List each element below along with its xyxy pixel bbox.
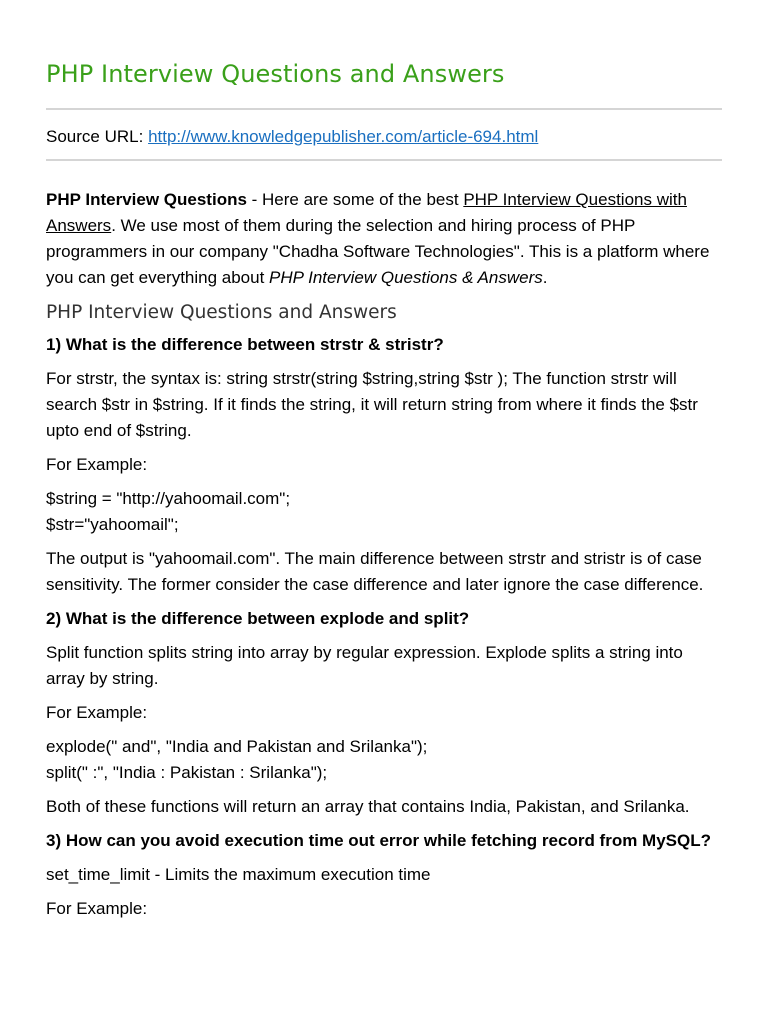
code-line: explode(" and", "India and Pakistan and Srilanka"); (46, 737, 428, 756)
source-url-link[interactable]: http://www.knowledgepublisher.com/article-694.html (148, 127, 539, 146)
answer-1: For strstr, the syntax is: string strstr(string $string,string $str ); The function strstr will search $str in $string. If it finds the string, it will return string from where it finds the $str upto end of $string. (46, 369, 698, 440)
title-divider (46, 108, 722, 110)
intro-link[interactable]: PHP Interview Questions with Answers (46, 190, 687, 235)
example-label-3: For Example: (46, 899, 148, 918)
intro-bold: PHP Interview Questions (46, 190, 247, 209)
intro-paragraph (46, 187, 726, 291)
example-label-1: For Example: (46, 455, 148, 474)
intro-text-1: - Here are some of the best (246, 190, 464, 209)
code-line: $string = "http://yahoomail.com"; (46, 489, 291, 508)
question-3: 3) How can you avoid execution time out error while fetching record from MySQL? (46, 831, 711, 850)
code-line: split(" :", "India : Pakistan : Srilanka"); (46, 763, 328, 782)
conclusion-1: The output is "yahoomail.com". The main difference between strstr and stristr is of case sensitivity. The former consider the case difference and later ignore the case difference. (46, 549, 704, 594)
code-block-2 (46, 734, 726, 786)
source-divider (46, 159, 722, 161)
answer-2: Split function splits string into array by regular expression. Explode splits a string into array by string. (46, 643, 683, 688)
code-line: $str="yahoomail"; (46, 515, 179, 534)
answer-3: set_time_limit - Limits the maximum execution time (46, 865, 431, 884)
source-line (46, 126, 538, 148)
page-title: PHP Interview Questions and Answers (46, 60, 505, 88)
question-1: 1) What is the difference between strstr & stristr? (46, 335, 444, 354)
question-2: 2) What is the difference between explode and split? (46, 609, 470, 628)
article-body (46, 187, 726, 930)
intro-text-3: . (542, 268, 548, 287)
section-subheading: PHP Interview Questions and Answers (46, 302, 397, 323)
intro-italic: PHP Interview Questions & Answers (269, 268, 543, 287)
source-label: Source URL: (46, 127, 144, 146)
intro-text-2: . We use most of them during the selection and hiring process of PHP programmers in our company "Chadha Software Technologies". This is a platform where you can get everything about (46, 216, 710, 287)
code-block-1 (46, 486, 726, 538)
conclusion-2: Both of these functions will return an array that contains India, Pakistan, and Srilanka. (46, 797, 690, 816)
example-label-2: For Example: (46, 703, 148, 722)
